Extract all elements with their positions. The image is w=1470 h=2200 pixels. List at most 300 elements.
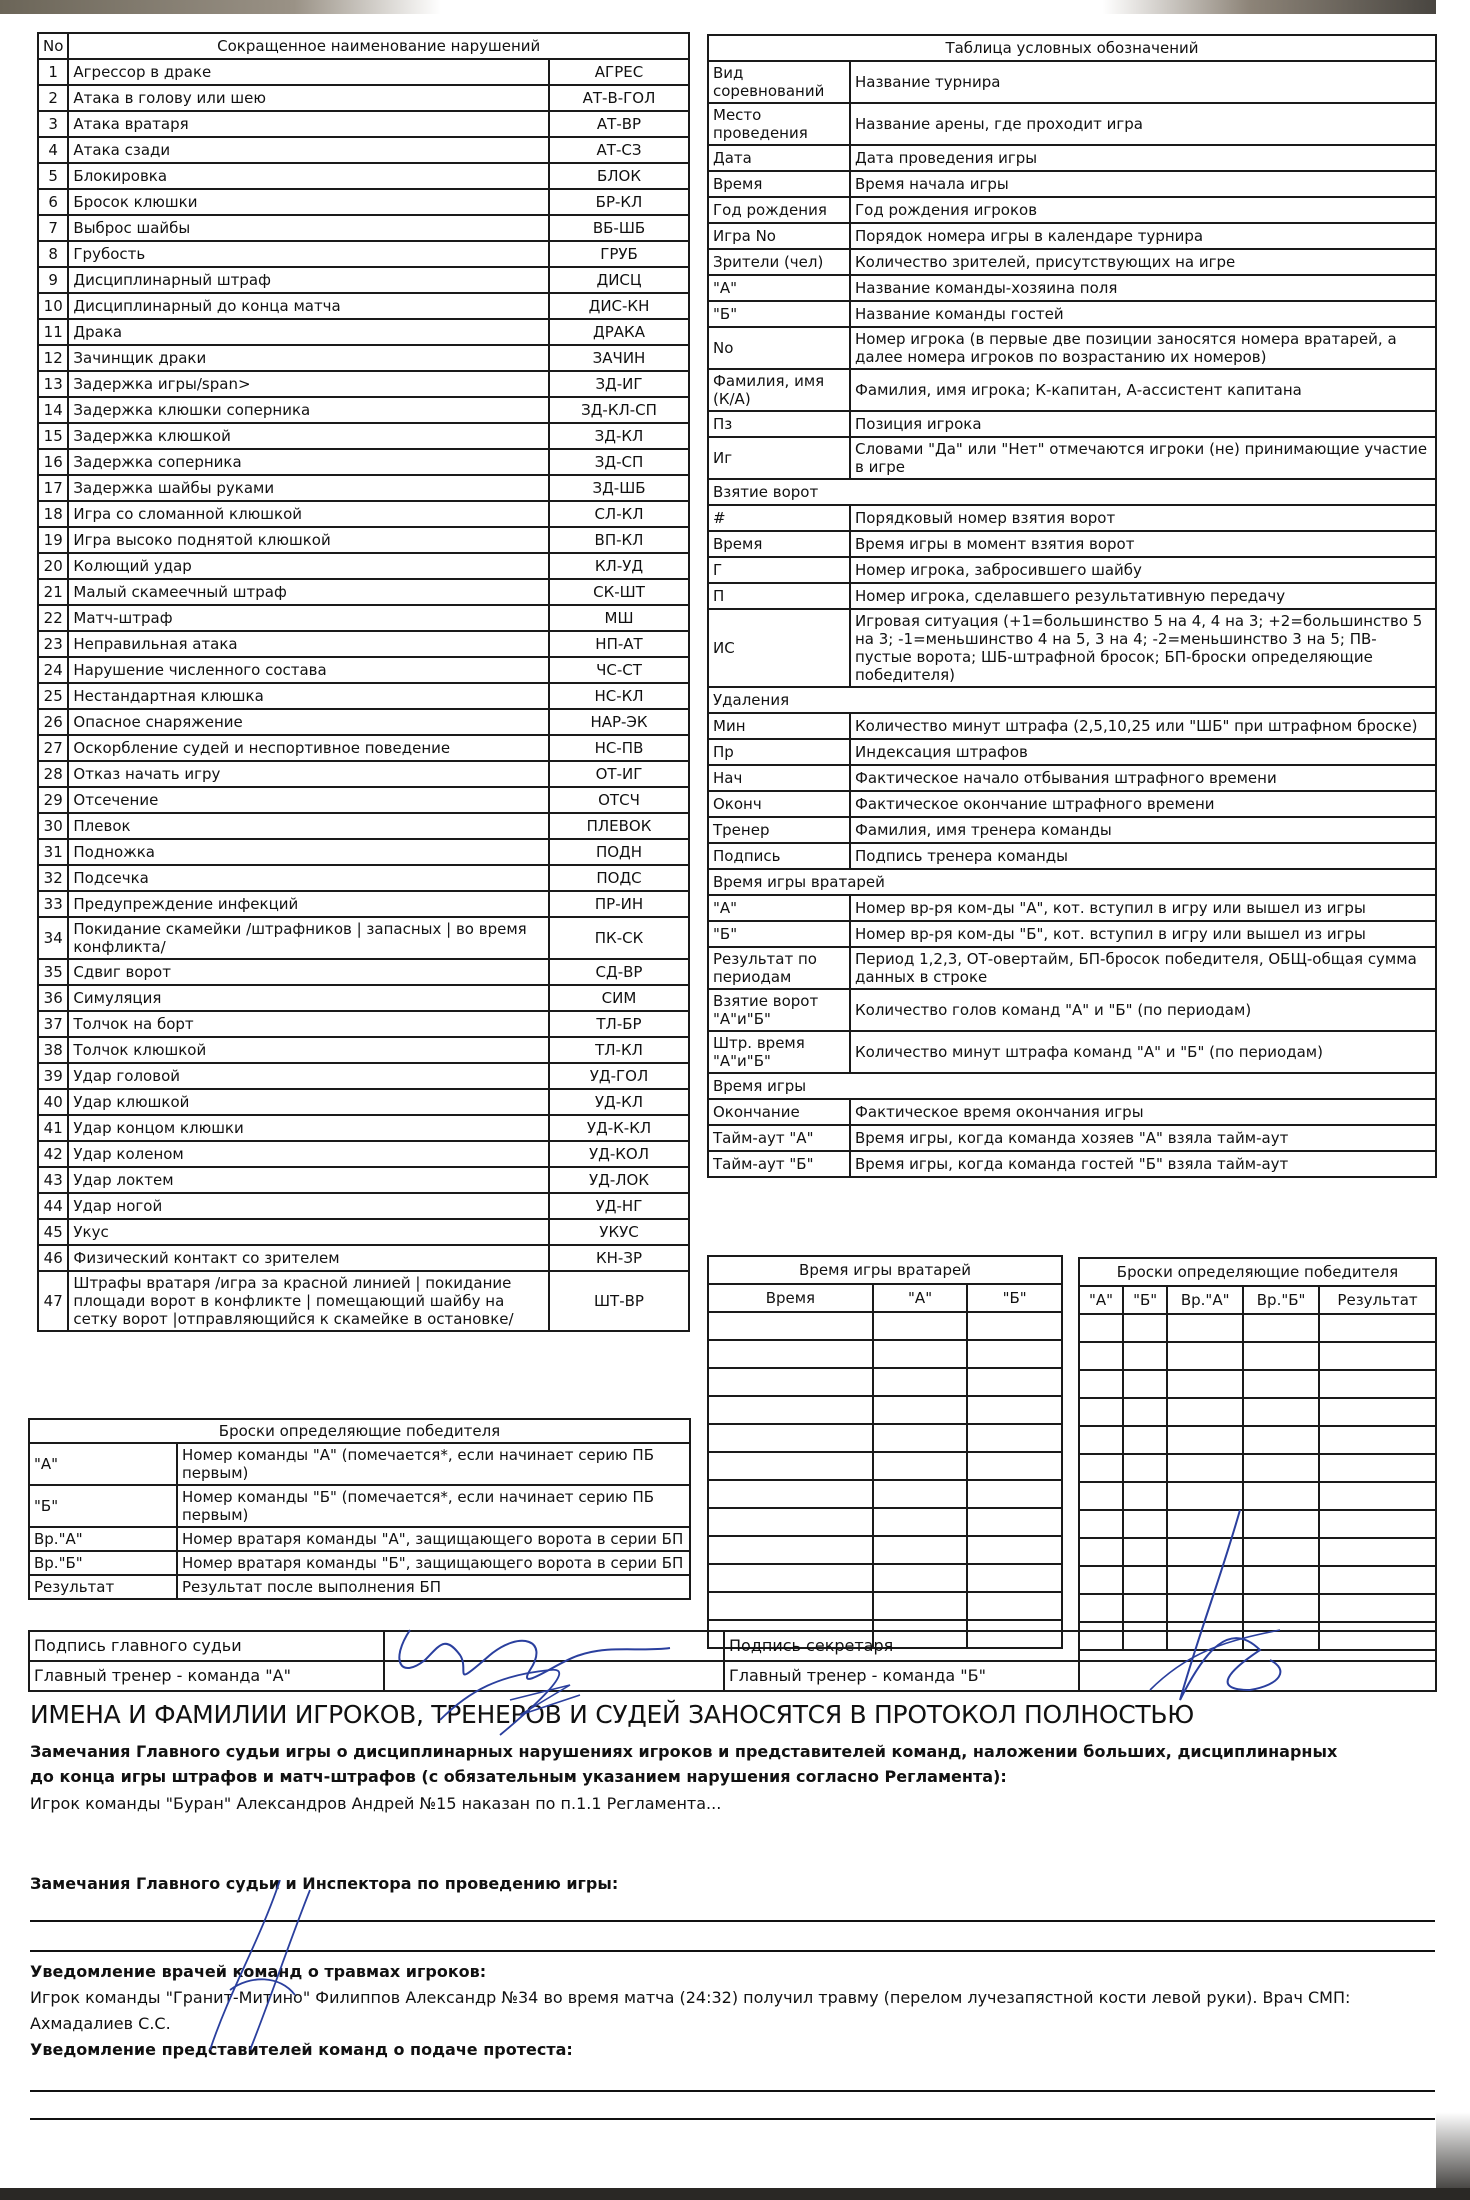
- goalie-time-cell[interactable]: [967, 1396, 1062, 1424]
- legend-key: Штр. время "А"и"Б": [708, 1031, 850, 1073]
- violation-row: [38, 813, 689, 839]
- goalie-time-row: [708, 1536, 1062, 1564]
- legend-key: Фамилия, имя (К/А): [708, 369, 850, 411]
- shootout-cell[interactable]: [1319, 1342, 1436, 1370]
- shootout-cell[interactable]: [1123, 1398, 1167, 1426]
- shootout-cell[interactable]: [1243, 1342, 1319, 1370]
- legend-key: Время: [708, 171, 850, 197]
- injury-notice-text-1[interactable]: Игрок команды "Гранит-Митино" Филиппов Александр №34 во время матча (24:32) получил травму (перелом лучезапястной кости левой руки). Врач СМП:: [30, 1988, 1351, 2007]
- shootout-cell[interactable]: [1319, 1538, 1436, 1566]
- legend-key: Тренер: [708, 817, 850, 843]
- inspector-remarks-line-1[interactable]: [30, 1920, 1435, 1922]
- shootout-cell[interactable]: [1167, 1314, 1243, 1342]
- shootout-cell[interactable]: [1079, 1594, 1123, 1622]
- goalie-time-cell[interactable]: [708, 1452, 873, 1480]
- violation-row: [38, 501, 689, 527]
- violation-number: 37: [38, 1011, 68, 1037]
- violation-code: АГРЕС: [549, 59, 689, 85]
- goalie-time-cell[interactable]: [873, 1396, 968, 1424]
- goalie-time-table: [707, 1255, 1063, 1649]
- signatures-table: [28, 1630, 1437, 1692]
- legend-key: Год рождения: [708, 197, 850, 223]
- violation-name: Удар клюшкой: [68, 1089, 549, 1115]
- shootout-table: [1078, 1257, 1437, 1651]
- shootout-legend-key: Результат: [29, 1575, 177, 1599]
- goalie-time-cell[interactable]: [967, 1424, 1062, 1452]
- legend-row: [708, 1031, 1436, 1073]
- legend-value: Время игры, когда команда гостей "Б" взяла тайм-аут: [850, 1151, 1436, 1177]
- goalie-time-cell[interactable]: [967, 1312, 1062, 1340]
- violation-name: Драка: [68, 319, 549, 345]
- violation-name: Атака сзади: [68, 137, 549, 163]
- goalie-time-cell[interactable]: [967, 1480, 1062, 1508]
- legend-table: [707, 34, 1437, 1178]
- secretary-signature-field[interactable]: [1079, 1631, 1436, 1661]
- shootout-legend-value: Номер вратаря команды "А", защищающего ворота в серии БП: [177, 1527, 690, 1551]
- violation-name: Покидание скамейки /штрафников | запасных | во время конфликта/: [68, 917, 549, 959]
- violation-row: [38, 267, 689, 293]
- violation-code: АТ-СЗ: [549, 137, 689, 163]
- goalie-time-cell[interactable]: [708, 1564, 873, 1592]
- legend-value: Количество минут штрафа команд "А" и "Б" (по периодам): [850, 1031, 1436, 1073]
- goalie-time-cell[interactable]: [873, 1312, 968, 1340]
- goalie-time-cell[interactable]: [708, 1536, 873, 1564]
- legend-value: Время начала игры: [850, 171, 1436, 197]
- violation-code: БР-КЛ: [549, 189, 689, 215]
- violation-name: Подсечка: [68, 865, 549, 891]
- goalie-time-cell[interactable]: [967, 1536, 1062, 1564]
- shootout-cell[interactable]: [1243, 1538, 1319, 1566]
- violation-number: 15: [38, 423, 68, 449]
- shootout-cell[interactable]: [1079, 1510, 1123, 1538]
- violation-row: [38, 683, 689, 709]
- shootout-row: [1079, 1538, 1436, 1566]
- photo-background-bottom: [0, 2188, 1470, 2200]
- shootout-cell[interactable]: [1243, 1370, 1319, 1398]
- shootout-cell[interactable]: [1167, 1482, 1243, 1510]
- violation-code: ТЛ-БР: [549, 1011, 689, 1037]
- shootout-col-goalie-b: Вр."Б": [1243, 1286, 1319, 1314]
- shootout-cell[interactable]: [1319, 1314, 1436, 1342]
- legend-value: Название турнира: [850, 61, 1436, 103]
- violation-row: [38, 111, 689, 137]
- legend-row: [708, 531, 1436, 557]
- shootout-cell[interactable]: [1123, 1370, 1167, 1398]
- shootout-cell[interactable]: [1079, 1314, 1123, 1342]
- shootout-cell[interactable]: [1167, 1510, 1243, 1538]
- violation-name: Нестандартная клюшка: [68, 683, 549, 709]
- violation-name: Малый скамеечный штраф: [68, 579, 549, 605]
- head-referee-label: Подпись главного судьи: [29, 1631, 384, 1661]
- violation-name: Выброс шайбы: [68, 215, 549, 241]
- violation-number: 32: [38, 865, 68, 891]
- goalie-time-row: [708, 1452, 1062, 1480]
- violation-number: 8: [38, 241, 68, 267]
- goalie-time-cell[interactable]: [873, 1368, 968, 1396]
- violation-code: ЗД-ШБ: [549, 475, 689, 501]
- legend-row: [708, 713, 1436, 739]
- goalie-time-cell[interactable]: [967, 1564, 1062, 1592]
- secretary-label: Подпись секретаря: [724, 1631, 1079, 1661]
- shootout-cell[interactable]: [1243, 1566, 1319, 1594]
- violation-row: [38, 1167, 689, 1193]
- violation-code: БЛОК: [549, 163, 689, 189]
- shootout-col-a: "А": [1079, 1286, 1123, 1314]
- legend-key: "А": [708, 275, 850, 301]
- shootout-cell[interactable]: [1079, 1342, 1123, 1370]
- legend-key: No: [708, 327, 850, 369]
- violation-name: Штрафы вратаря /игра за красной линией | покидание площади ворот в конфликте | помещающий шайбу на сетку ворот |отправляющийся к скамейке в остановке/: [68, 1271, 549, 1331]
- legend-row: [708, 989, 1436, 1031]
- shootout-cell[interactable]: [1167, 1454, 1243, 1482]
- legend-key: Вид соревнований: [708, 61, 850, 103]
- shootout-cell[interactable]: [1079, 1398, 1123, 1426]
- violation-name: Дисциплинарный до конца матча: [68, 293, 549, 319]
- violation-name: Матч-штраф: [68, 605, 549, 631]
- violation-row: [38, 1271, 689, 1331]
- legend-key: Место проведения: [708, 103, 850, 145]
- shootout-cell[interactable]: [1079, 1370, 1123, 1398]
- goalie-time-cell[interactable]: [708, 1396, 873, 1424]
- legend-row: [708, 103, 1436, 145]
- violation-name: Задержка клюшкой: [68, 423, 549, 449]
- shootout-cell[interactable]: [1167, 1398, 1243, 1426]
- goalie-time-cell[interactable]: [708, 1312, 873, 1340]
- legend-value: Подпись тренера команды: [850, 843, 1436, 869]
- violation-code: ЧС-СТ: [549, 657, 689, 683]
- shootout-cell[interactable]: [1123, 1566, 1167, 1594]
- legend-section-label: Время игры: [708, 1073, 1436, 1099]
- shootout-cell[interactable]: [1167, 1370, 1243, 1398]
- legend-key: Оконч: [708, 791, 850, 817]
- shootout-cell[interactable]: [1079, 1482, 1123, 1510]
- violation-number: 6: [38, 189, 68, 215]
- legend-key: Окончание: [708, 1099, 850, 1125]
- violation-row: [38, 1193, 689, 1219]
- injury-notice-heading: Уведомление врачей команд о травмах игроков:: [30, 1962, 487, 1981]
- shootout-cell[interactable]: [1123, 1594, 1167, 1622]
- goalie-time-cell[interactable]: [873, 1424, 968, 1452]
- legend-value: Количество голов команд "А" и "Б" (по периодам): [850, 989, 1436, 1031]
- shootout-cell[interactable]: [1079, 1538, 1123, 1566]
- legend-key: Г: [708, 557, 850, 583]
- legend-key: #: [708, 505, 850, 531]
- legend-row: [708, 1151, 1436, 1177]
- violation-code: СЛ-КЛ: [549, 501, 689, 527]
- violation-row: [38, 865, 689, 891]
- protest-line-2[interactable]: [30, 2118, 1435, 2120]
- violation-name: Задержка игры/span>: [68, 371, 549, 397]
- discipline-remarks-text[interactable]: Игрок команды "Буран" Александров Андрей №15 наказан по п.1.1 Регламента...: [30, 1794, 722, 1813]
- legend-row: [708, 895, 1436, 921]
- shootout-cell[interactable]: [1319, 1398, 1436, 1426]
- legend-row: [708, 301, 1436, 327]
- violation-number: 4: [38, 137, 68, 163]
- violations-table: [37, 32, 690, 1332]
- legend-row: [708, 947, 1436, 989]
- legend-value: Номер вр-ря ком-ды "Б", кот. вступил в игру или вышел из игры: [850, 921, 1436, 947]
- legend-key: "А": [708, 895, 850, 921]
- legend-value: Количество зрителей, присутствующих на игре: [850, 249, 1436, 275]
- legend-value: Фамилия, имя игрока; К-капитан, А-ассистент капитана: [850, 369, 1436, 411]
- goalie-time-cell[interactable]: [873, 1480, 968, 1508]
- violation-code: УД-ЛОК: [549, 1167, 689, 1193]
- violation-name: Игра высоко поднятой клюшкой: [68, 527, 549, 553]
- violation-number: 9: [38, 267, 68, 293]
- violation-row: [38, 735, 689, 761]
- shootout-cell[interactable]: [1123, 1538, 1167, 1566]
- goalie-time-cell[interactable]: [873, 1564, 968, 1592]
- head-referee-signature-field[interactable]: [384, 1631, 724, 1661]
- goalie-time-cell[interactable]: [967, 1508, 1062, 1536]
- goalie-time-cell[interactable]: [873, 1508, 968, 1536]
- legend-row: [708, 61, 1436, 103]
- violations-body: [38, 59, 689, 1331]
- violation-number: 18: [38, 501, 68, 527]
- violation-name: Укус: [68, 1219, 549, 1245]
- violation-row: [38, 579, 689, 605]
- violation-number: 39: [38, 1063, 68, 1089]
- violation-name: Нарушение численного состава: [68, 657, 549, 683]
- shootout-legend-value: Результат после выполнения БП: [177, 1575, 690, 1599]
- violation-number: 43: [38, 1167, 68, 1193]
- violation-code: ДИСЦ: [549, 267, 689, 293]
- violation-code: ЗД-СП: [549, 449, 689, 475]
- shootout-col-b: "Б": [1123, 1286, 1167, 1314]
- goalie-time-cell[interactable]: [708, 1508, 873, 1536]
- violation-name: Неправильная атака: [68, 631, 549, 657]
- protest-notice-heading: Уведомление представителей команд о подаче протеста:: [30, 2040, 573, 2059]
- inspector-remarks-heading: Замечания Главного судьи и Инспектора по проведению игры:: [30, 1874, 619, 1893]
- shootout-cell[interactable]: [1123, 1454, 1167, 1482]
- legend-row: [708, 223, 1436, 249]
- shootout-cell[interactable]: [1319, 1482, 1436, 1510]
- shootout-cell[interactable]: [1243, 1426, 1319, 1454]
- violation-code: МШ: [549, 605, 689, 631]
- goalie-col-a: "А": [873, 1284, 968, 1312]
- shootout-legend-value: Номер вратаря команды "Б", защищающего ворота в серии БП: [177, 1551, 690, 1575]
- goalie-time-cell[interactable]: [967, 1452, 1062, 1480]
- violation-row: [38, 189, 689, 215]
- shootout-cell[interactable]: [1319, 1426, 1436, 1454]
- violation-number: 19: [38, 527, 68, 553]
- shootout-cell[interactable]: [1319, 1370, 1436, 1398]
- coach-a-signature-field[interactable]: [384, 1661, 724, 1691]
- shootout-row: [1079, 1314, 1436, 1342]
- violation-name: Игра со сломанной клюшкой: [68, 501, 549, 527]
- violation-number: 23: [38, 631, 68, 657]
- shootout-cell[interactable]: [1243, 1482, 1319, 1510]
- goalie-time-cell[interactable]: [873, 1340, 968, 1368]
- violation-row: [38, 985, 689, 1011]
- violation-name: Грубость: [68, 241, 549, 267]
- legend-value: Год рождения игроков: [850, 197, 1436, 223]
- shootout-cell[interactable]: [1079, 1454, 1123, 1482]
- shootout-cell[interactable]: [1243, 1510, 1319, 1538]
- shootout-legend-row: [29, 1551, 690, 1575]
- violation-code: КЛ-УД: [549, 553, 689, 579]
- violation-row: [38, 423, 689, 449]
- legend-section-label: Удаления: [708, 687, 1436, 713]
- shootout-col-goalie-a: Вр."А": [1167, 1286, 1243, 1314]
- violation-number: 22: [38, 605, 68, 631]
- shootout-col-result: Результат: [1319, 1286, 1436, 1314]
- violation-name: Физический контакт со зрителем: [68, 1245, 549, 1271]
- violation-number: 24: [38, 657, 68, 683]
- legend-row: [708, 505, 1436, 531]
- goalie-time-cell[interactable]: [708, 1592, 873, 1620]
- goalie-time-row: [708, 1340, 1062, 1368]
- violation-name: Плевок: [68, 813, 549, 839]
- shootout-cell[interactable]: [1123, 1314, 1167, 1342]
- shootout-cell[interactable]: [1123, 1426, 1167, 1454]
- shootout-cell[interactable]: [1243, 1454, 1319, 1482]
- legend-value: Порядок номера игры в календаре турнира: [850, 223, 1436, 249]
- violation-row: [38, 1219, 689, 1245]
- shootout-cell[interactable]: [1167, 1538, 1243, 1566]
- shootout-row: [1079, 1454, 1436, 1482]
- violation-row: [38, 59, 689, 85]
- goalie-time-cell[interactable]: [873, 1592, 968, 1620]
- shootout-legend-key: Вр."Б": [29, 1551, 177, 1575]
- legend-key: Иг: [708, 437, 850, 479]
- legend-row: [708, 437, 1436, 479]
- violation-name: Удар концом клюшки: [68, 1115, 549, 1141]
- goalie-time-cell[interactable]: [873, 1452, 968, 1480]
- violation-row: [38, 137, 689, 163]
- legend-key: Время: [708, 531, 850, 557]
- violation-row: [38, 1011, 689, 1037]
- legend-value: Название команды гостей: [850, 301, 1436, 327]
- shootout-cell[interactable]: [1243, 1594, 1319, 1622]
- violation-row: [38, 709, 689, 735]
- shootout-cell[interactable]: [1243, 1314, 1319, 1342]
- violation-row: [38, 449, 689, 475]
- shootout-legend-key: "Б": [29, 1485, 177, 1527]
- shootout-cell[interactable]: [1123, 1482, 1167, 1510]
- violation-number: 42: [38, 1141, 68, 1167]
- shootout-cell[interactable]: [1167, 1594, 1243, 1622]
- goalie-time-row: [708, 1592, 1062, 1620]
- legend-row: [708, 1125, 1436, 1151]
- shootout-cell[interactable]: [1123, 1510, 1167, 1538]
- shootout-row: [1079, 1426, 1436, 1454]
- legend-title: Таблица условных обозначений: [708, 35, 1436, 61]
- violation-name: Симуляция: [68, 985, 549, 1011]
- violation-row: [38, 527, 689, 553]
- legend-key: Дата: [708, 145, 850, 171]
- legend-value: Номер игрока, забросившего шайбу: [850, 557, 1436, 583]
- legend-row: [708, 583, 1436, 609]
- violation-code: ЗД-ИГ: [549, 371, 689, 397]
- legend-row: [708, 411, 1436, 437]
- violations-header-title: Сокращенное наименование нарушений: [68, 33, 689, 59]
- violation-name: Оскорбление судей и неспортивное поведение: [68, 735, 549, 761]
- discipline-remarks-heading-2: до конца игры штрафов и матч-штрафов (с обязательным указанием нарушения согласно Регламента):: [30, 1767, 1007, 1786]
- goalie-time-title: Время игры вратарей: [708, 1256, 1062, 1284]
- shootout-cell[interactable]: [1079, 1566, 1123, 1594]
- goalie-time-cell[interactable]: [967, 1368, 1062, 1396]
- legend-key: Пз: [708, 411, 850, 437]
- shootout-cell[interactable]: [1123, 1342, 1167, 1370]
- violation-code: АТ-В-ГОЛ: [549, 85, 689, 111]
- violation-number: 38: [38, 1037, 68, 1063]
- legend-value: Индексация штрафов: [850, 739, 1436, 765]
- inspector-remarks-line-2[interactable]: [30, 1950, 1435, 1952]
- violation-row: [38, 605, 689, 631]
- shootout-cell[interactable]: [1167, 1426, 1243, 1454]
- legend-row: [708, 765, 1436, 791]
- violation-code: ПЛЕВОК: [549, 813, 689, 839]
- violation-row: [38, 397, 689, 423]
- violation-row: [38, 1115, 689, 1141]
- protest-line-1[interactable]: [30, 2090, 1435, 2092]
- shootout-cell[interactable]: [1243, 1398, 1319, 1426]
- injury-notice-text-2[interactable]: Ахмадалиев С.С.: [30, 2014, 171, 2033]
- shootout-cell[interactable]: [1319, 1594, 1436, 1622]
- legend-row: [708, 1099, 1436, 1125]
- legend-value: Порядковый номер взятия ворот: [850, 505, 1436, 531]
- shootout-row: [1079, 1566, 1436, 1594]
- violation-code: ПОДН: [549, 839, 689, 865]
- violation-number: 30: [38, 813, 68, 839]
- legend-key: Нач: [708, 765, 850, 791]
- shootout-cell[interactable]: [1319, 1454, 1436, 1482]
- legend-row: [708, 249, 1436, 275]
- violation-row: [38, 917, 689, 959]
- violation-code: ЗД-КЛ: [549, 423, 689, 449]
- goalie-time-cell[interactable]: [708, 1340, 873, 1368]
- violation-code: УД-К-КЛ: [549, 1115, 689, 1141]
- legend-value: Словами "Да" или "Нет" отмечаются игроки (не) принимающие участие в игре: [850, 437, 1436, 479]
- violation-name: Атака в голову или шею: [68, 85, 549, 111]
- violation-name: Удар локтем: [68, 1167, 549, 1193]
- violation-name: Сдвиг ворот: [68, 959, 549, 985]
- goalie-time-cell[interactable]: [967, 1340, 1062, 1368]
- goalie-time-cell[interactable]: [967, 1592, 1062, 1620]
- goalie-time-cell[interactable]: [708, 1368, 873, 1396]
- violation-number: 36: [38, 985, 68, 1011]
- shootout-title: Броски определяющие победителя: [1079, 1258, 1436, 1286]
- shootout-cell[interactable]: [1167, 1566, 1243, 1594]
- goalie-time-cell[interactable]: [873, 1536, 968, 1564]
- shootout-row: [1079, 1398, 1436, 1426]
- violation-number: 21: [38, 579, 68, 605]
- goalie-time-cell[interactable]: [708, 1480, 873, 1508]
- coach-b-signature-field[interactable]: [1079, 1661, 1436, 1691]
- violation-number: 26: [38, 709, 68, 735]
- shootout-legend-title: Броски определяющие победителя: [29, 1419, 690, 1443]
- violation-number: 1: [38, 59, 68, 85]
- violation-name: Толчок клюшкой: [68, 1037, 549, 1063]
- shootout-cell[interactable]: [1167, 1342, 1243, 1370]
- legend-value: Количество минут штрафа (2,5,10,25 или "ШБ" при штрафном броске): [850, 713, 1436, 739]
- violation-name: Предупреждение инфекций: [68, 891, 549, 917]
- violation-number: 46: [38, 1245, 68, 1271]
- shootout-cell[interactable]: [1319, 1566, 1436, 1594]
- violation-code: ШТ-ВР: [549, 1271, 689, 1331]
- shootout-cell[interactable]: [1079, 1426, 1123, 1454]
- violation-code: УД-НГ: [549, 1193, 689, 1219]
- violation-number: 40: [38, 1089, 68, 1115]
- violation-number: 33: [38, 891, 68, 917]
- violation-row: [38, 163, 689, 189]
- legend-row: [708, 145, 1436, 171]
- goalie-time-cell[interactable]: [708, 1424, 873, 1452]
- violation-code: УКУС: [549, 1219, 689, 1245]
- legend-row: [708, 197, 1436, 223]
- shootout-cell[interactable]: [1319, 1510, 1436, 1538]
